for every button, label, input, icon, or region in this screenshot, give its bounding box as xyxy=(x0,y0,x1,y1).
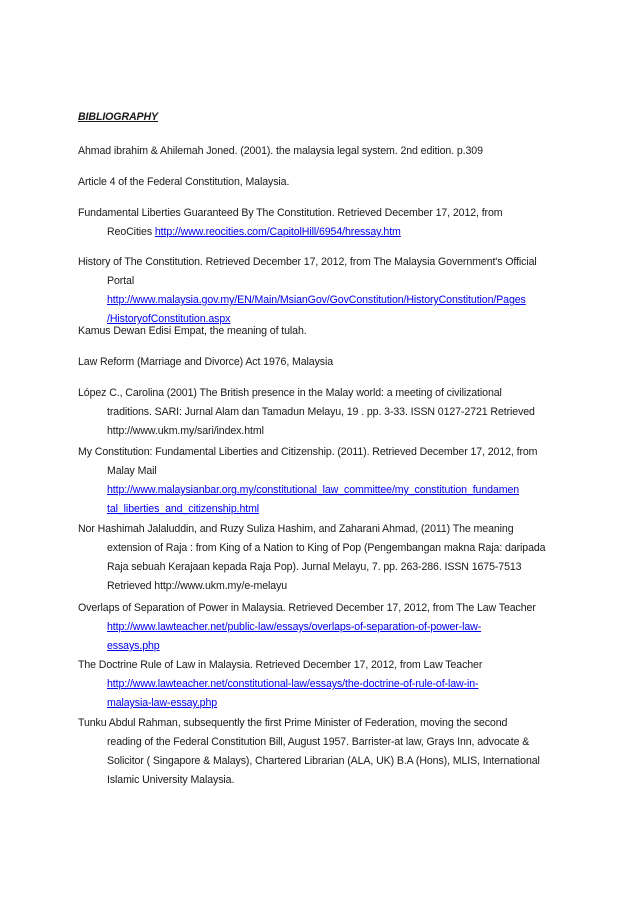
entry-line xyxy=(78,253,566,272)
entry-text: reading of the Federal Constitution Bill, August 1957. Barrister-at law, Grays Inn, advocate & xyxy=(107,736,530,748)
entry-line xyxy=(78,481,566,500)
entry-text: Tunku Abdul Rahman, subsequently the first Prime Minister of Federation, moving the second xyxy=(78,717,508,729)
entry-text: Nor Hashimah Jalaluddin, and Ruzy Suliza Hashim, and Zaharani Ahmad, (2011) The meaning xyxy=(78,523,514,535)
entry-line xyxy=(78,422,566,441)
entry-text: Malay Mail xyxy=(107,465,157,477)
entry-line xyxy=(78,291,566,310)
entry-line xyxy=(78,462,566,481)
bibliography-entry xyxy=(78,599,566,656)
bibliography-entry xyxy=(78,142,566,161)
entry-text: Solicitor ( Singapore & Malays), Chartered Librarian (ALA, UK) B.A (Hons), MLIS, International xyxy=(107,755,540,767)
entry-line xyxy=(78,500,566,519)
entry-text: http://www.ukm.my/sari/index.html xyxy=(107,425,264,437)
entry-link[interactable]: http://www.lawteacher.net/constitutional-law/essays/the-doctrine-of-rule-of-law-in- xyxy=(107,678,479,690)
entry-line xyxy=(78,675,566,694)
bibliography-entry xyxy=(78,322,566,341)
entry-line xyxy=(78,142,566,161)
bibliography-entry xyxy=(78,204,566,242)
entry-link[interactable]: /HistoryofConstitution.aspx xyxy=(107,313,231,325)
entry-line xyxy=(78,577,566,596)
entry-line xyxy=(78,204,566,223)
bibliography-entry xyxy=(78,353,566,372)
entry-text: My Constitution: Fundamental Liberties and Citizenship. (2011). Retrieved December 17, 2012, from xyxy=(78,446,538,458)
entry-text: The Doctrine Rule of Law in Malaysia. Retrieved December 17, 2012, from Law Teacher xyxy=(78,659,483,671)
entry-link[interactable]: http://www.malaysia.gov.my/EN/Main/MsianGov/GovConstitution/HistoryConstitution/Pages xyxy=(107,294,526,306)
entry-line xyxy=(78,637,566,656)
entry-line xyxy=(78,694,566,713)
entry-link[interactable]: http://www.malaysianbar.org.my/constitutional_law_committee/my_constitution_fundamen xyxy=(107,484,520,496)
entry-line xyxy=(78,733,566,752)
entry-line xyxy=(78,618,566,637)
entry-text: Raja sebuah Kerajaan kepada Raja Pop). Jurnal Melayu, 7. pp. 263-286. ISSN 1675-7513 xyxy=(107,561,522,573)
entry-line xyxy=(78,403,566,422)
entry-line xyxy=(78,384,566,403)
bibliography-entry xyxy=(78,173,566,192)
entry-link[interactable]: http://www.lawteacher.net/public-law/essays/overlaps-of-separation-of-power-law- xyxy=(107,621,482,633)
bibliography-entry xyxy=(78,253,566,329)
bibliography-entry xyxy=(78,714,566,790)
entry-text: Fundamental Liberties Guaranteed By The Constitution. Retrieved December 17, 2012, from xyxy=(78,207,503,219)
entry-text: Islamic University Malaysia. xyxy=(107,774,235,786)
entry-line xyxy=(78,520,566,539)
entry-text: Ahmad ibrahim & Ahilemah Joned. (2001). the malaysia legal system. 2nd edition. p.309 xyxy=(78,145,483,157)
entry-line xyxy=(78,443,566,462)
entry-line xyxy=(78,322,566,341)
bibliography-heading: BIBLIOGRAPHY xyxy=(78,111,159,123)
bibliography-entry xyxy=(78,384,566,441)
entry-link[interactable]: http://www.reocities.com/CapitolHill/6954/hressay.htm xyxy=(154,226,401,238)
entry-line xyxy=(78,272,566,291)
bibliography-entry xyxy=(78,520,566,596)
entry-line xyxy=(78,714,566,733)
entry-line xyxy=(78,558,566,577)
entry-text: Retrieved http://www.ukm.my/e-melayu xyxy=(107,580,288,592)
entry-link[interactable]: malaysia-law-essay.php xyxy=(107,697,218,709)
entry-text: extension of Raja : from King of a Nation to King of Pop (Pengembangan makna Raja: daripada xyxy=(107,542,546,554)
entry-line xyxy=(78,656,566,675)
entry-line xyxy=(78,353,566,372)
entry-line xyxy=(78,599,566,618)
bibliography-entry xyxy=(78,656,566,713)
entry-text: Kamus Dewan Edisi Empat, the meaning of tulah. xyxy=(78,325,307,337)
entry-text: Law Reform (Marriage and Divorce) Act 1976, Malaysia xyxy=(78,356,334,368)
entry-text: traditions. SARI: Jurnal Alam dan Tamadun Melayu, 19 . pp. 3-33. ISSN 0127-2721 Retrieved xyxy=(107,406,535,418)
entry-line xyxy=(78,223,566,242)
entry-line xyxy=(78,173,566,192)
entry-text: López C., Carolina (2001) The British presence in the Malay world: a meeting of civilizational xyxy=(78,387,502,399)
entry-line xyxy=(78,539,566,558)
entry-link[interactable]: tal_liberties_and_citizenship.html xyxy=(107,503,260,515)
entry-line xyxy=(78,771,566,790)
entry-text: Article 4 of the Federal Constitution, Malaysia. xyxy=(78,176,290,188)
entry-line xyxy=(78,752,566,771)
entry-text: ReoCities xyxy=(107,226,155,238)
entry-text: Portal xyxy=(107,275,135,287)
entry-link[interactable]: essays.php xyxy=(107,640,160,652)
entry-text: Overlaps of Separation of Power in Malaysia. Retrieved December 17, 2012, from The Law Teacher xyxy=(78,602,536,614)
bibliography-entry xyxy=(78,443,566,519)
entry-text: History of The Constitution. Retrieved December 17, 2012, from The Malaysia Government's Official xyxy=(78,256,537,268)
